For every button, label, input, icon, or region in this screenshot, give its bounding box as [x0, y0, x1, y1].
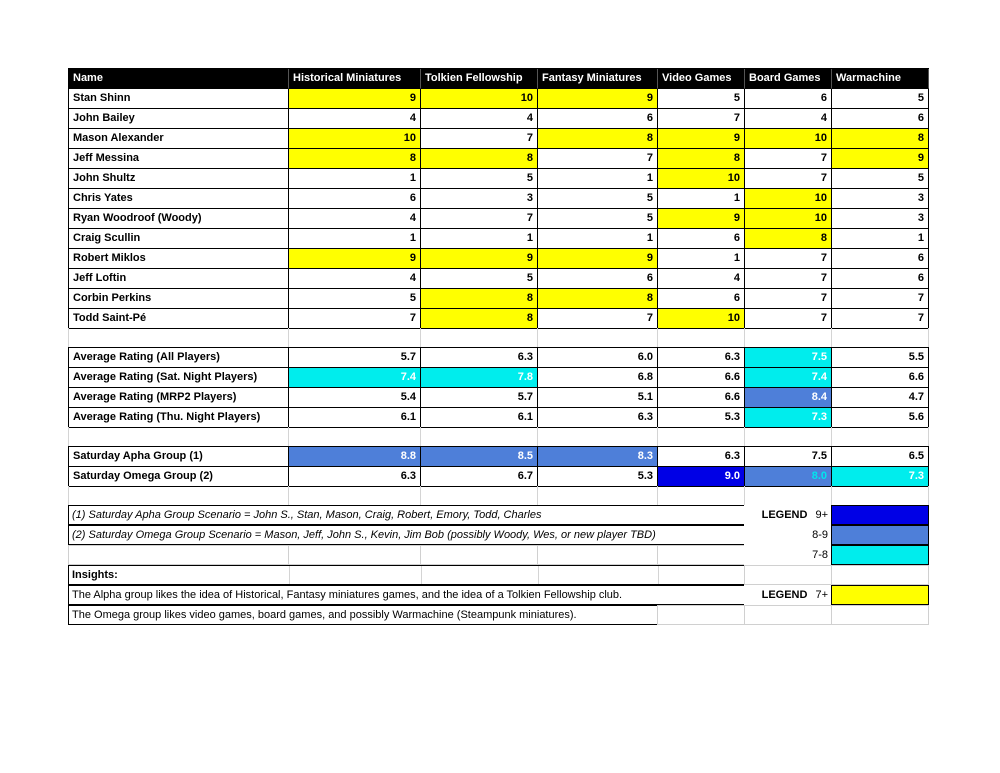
rating-cell: 4: [421, 109, 538, 129]
group-value-cell: 8.8: [289, 447, 421, 467]
column-header: Name: [69, 69, 289, 89]
empty-cell: [831, 605, 929, 625]
column-header: Video Games: [658, 69, 745, 89]
player-name-cell: Robert Miklos: [69, 249, 289, 269]
group-value-cell: 6.3: [658, 447, 745, 467]
rating-cell: 7: [289, 309, 421, 329]
rating-cell: 7: [745, 249, 832, 269]
group-value-cell: 9.0: [658, 467, 745, 487]
rating-cell: 6: [832, 249, 929, 269]
rating-cell: 10: [289, 129, 421, 149]
rating-cell: 9: [538, 89, 658, 109]
rating-cell: 8: [538, 129, 658, 149]
player-name-cell: Mason Alexander: [69, 129, 289, 149]
rating-cell: 5: [832, 89, 929, 109]
groups-table: [68, 446, 929, 487]
rating-cell: 5: [832, 169, 929, 189]
rating-cell: 8: [832, 129, 929, 149]
column-header: Tolkien Fellowship: [421, 69, 538, 89]
rating-cell: 7: [745, 149, 832, 169]
group-value-cell: 7.3: [832, 467, 929, 487]
average-value-cell: 5.7: [289, 348, 421, 368]
rating-cell: 7: [538, 309, 658, 329]
group-value-cell: 7.5: [745, 447, 832, 467]
rating-cell: 6: [832, 269, 929, 289]
group-value-cell: 8.3: [538, 447, 658, 467]
rating-cell: 4: [289, 209, 421, 229]
legend-title: LEGEND: [761, 509, 808, 521]
player-name-cell: Jeff Loftin: [69, 269, 289, 289]
player-name-cell: Craig Scullin: [69, 229, 289, 249]
footnote-alpha: (1) Saturday Apha Group Scenario = John S., Stan, Mason, Craig, Robert, Emory, Todd, Charles: [68, 505, 745, 525]
rating-cell: 9: [421, 249, 538, 269]
rating-cell: 8: [658, 149, 745, 169]
rating-cell: 4: [745, 109, 832, 129]
average-value-cell: 7.4: [289, 368, 421, 388]
average-value-cell: 7.8: [421, 368, 538, 388]
rating-cell: 6: [658, 229, 745, 249]
rating-cell: 10: [745, 189, 832, 209]
rating-cell: 3: [832, 209, 929, 229]
average-value-cell: 7.4: [745, 368, 832, 388]
grid-gap-strip: [68, 328, 929, 347]
averages-table: [68, 347, 929, 428]
empty-cell: [657, 605, 745, 625]
column-header: Board Games: [745, 69, 832, 89]
rating-cell: 7: [745, 169, 832, 189]
legend-range-7plus: 7+: [815, 589, 828, 601]
average-label-cell: Average Rating (All Players): [69, 348, 289, 368]
rating-cell: 1: [538, 169, 658, 189]
rating-cell: 6: [538, 109, 658, 129]
rating-cell: 7: [538, 149, 658, 169]
legend-row-7to8: [0, 545, 1000, 565]
average-value-cell: 5.6: [832, 408, 929, 428]
rating-cell: 7: [658, 109, 745, 129]
average-value-cell: 6.3: [421, 348, 538, 368]
rating-cell: 6: [538, 269, 658, 289]
average-value-cell: 6.6: [832, 368, 929, 388]
rating-cell: 5: [538, 189, 658, 209]
player-name-cell: John Shultz: [69, 169, 289, 189]
insights-title: Insights:: [68, 565, 745, 585]
average-value-cell: 6.0: [538, 348, 658, 368]
rating-cell: 10: [745, 129, 832, 149]
rating-cell: 1: [658, 189, 745, 209]
legend-range-8to9: 8-9: [812, 529, 828, 541]
rating-cell: 6: [658, 289, 745, 309]
player-name-cell: John Bailey: [69, 109, 289, 129]
rating-cell: 1: [538, 229, 658, 249]
legend-label-7to8: [744, 545, 832, 565]
average-value-cell: 4.7: [832, 388, 929, 408]
grid-gap-strip: [68, 486, 929, 505]
legend-label-9plus: [744, 505, 832, 525]
average-value-cell: 6.8: [538, 368, 658, 388]
empty-cell: [744, 605, 832, 625]
average-value-cell: 6.3: [538, 408, 658, 428]
empty-cell: [537, 545, 658, 565]
group-label-cell: Saturday Omega Group (2): [69, 467, 289, 487]
rating-cell: 6: [289, 189, 421, 209]
average-label-cell: Average Rating (MRP2 Players): [69, 388, 289, 408]
rating-cell: 8: [421, 309, 538, 329]
group-label-cell: Saturday Apha Group (1): [69, 447, 289, 467]
rating-cell: 7: [745, 289, 832, 309]
footnote-omega: (2) Saturday Omega Group Scenario = Mason, Jeff, John S., Kevin, Jim Bob (possibly Woody, Wes, or new player TBD): [68, 525, 745, 545]
legend-swatch-8to9: [831, 525, 929, 545]
average-value-cell: 8.4: [745, 388, 832, 408]
average-value-cell: 5.5: [832, 348, 929, 368]
rating-cell: 9: [658, 209, 745, 229]
legend-swatch-7to8: [831, 545, 929, 565]
average-value-cell: 6.1: [421, 408, 538, 428]
players-table: [68, 68, 929, 329]
group-value-cell: 6.3: [289, 467, 421, 487]
rating-cell: 8: [745, 229, 832, 249]
rating-cell: 5: [289, 289, 421, 309]
group-value-cell: 5.3: [538, 467, 658, 487]
rating-cell: 6: [832, 109, 929, 129]
legend-title: LEGEND: [761, 589, 808, 601]
rating-cell: 5: [421, 269, 538, 289]
rating-cell: 5: [421, 169, 538, 189]
empty-cell: [288, 545, 421, 565]
player-name-cell: Ryan Woodroof (Woody): [69, 209, 289, 229]
group-value-cell: 6.7: [421, 467, 538, 487]
insight-omega: The Omega group likes video games, board games, and possibly Warmachine (Steampunk miniatures).: [68, 605, 658, 625]
footnote-row-alpha: [0, 505, 1000, 525]
average-value-cell: 6.6: [658, 388, 745, 408]
rating-cell: 4: [289, 109, 421, 129]
player-name-cell: Jeff Messina: [69, 149, 289, 169]
empty-cell: [657, 545, 745, 565]
rating-cell: 4: [658, 269, 745, 289]
empty-cell: [420, 545, 538, 565]
rating-cell: 4: [289, 269, 421, 289]
player-name-cell: Todd Saint-Pé: [69, 309, 289, 329]
average-value-cell: 6.6: [658, 368, 745, 388]
rating-cell: 9: [538, 249, 658, 269]
legend-label-8to9: [744, 525, 832, 545]
legend-range-7to8: 7-8: [812, 549, 828, 561]
rating-cell: 1: [658, 249, 745, 269]
rating-cell: 6: [745, 89, 832, 109]
player-name-cell: Stan Shinn: [69, 89, 289, 109]
rating-cell: 10: [658, 309, 745, 329]
insight-alpha: The Alpha group likes the idea of Historical, Fantasy miniatures games, and the idea of a Tolkien Fellowship club.: [68, 585, 745, 605]
rating-cell: 7: [832, 289, 929, 309]
insight-row-omega: [0, 605, 1000, 625]
rating-cell: 8: [538, 289, 658, 309]
average-value-cell: 7.3: [745, 408, 832, 428]
group-value-cell: 6.5: [832, 447, 929, 467]
average-value-cell: 5.1: [538, 388, 658, 408]
player-name-cell: Corbin Perkins: [69, 289, 289, 309]
average-value-cell: 5.4: [289, 388, 421, 408]
rating-cell: 1: [289, 229, 421, 249]
rating-cell: 7: [745, 309, 832, 329]
empty-cell: [831, 565, 929, 585]
column-header: Historical Miniatures: [289, 69, 421, 89]
rating-cell: 1: [421, 229, 538, 249]
rating-cell: 5: [538, 209, 658, 229]
rating-cell: 8: [421, 149, 538, 169]
average-value-cell: 7.5: [745, 348, 832, 368]
group-value-cell: 8.5: [421, 447, 538, 467]
player-name-cell: Chris Yates: [69, 189, 289, 209]
rating-cell: 8: [421, 289, 538, 309]
empty-cell: [744, 565, 832, 585]
empty-cell: [68, 545, 289, 565]
rating-cell: 10: [745, 209, 832, 229]
column-header: Warmachine: [832, 69, 929, 89]
rating-cell: 7: [745, 269, 832, 289]
legend-swatch-7plus: [831, 585, 929, 605]
rating-cell: 1: [832, 229, 929, 249]
rating-cell: 1: [289, 169, 421, 189]
rating-cell: 8: [289, 149, 421, 169]
legend-swatch-9plus: [831, 505, 929, 525]
rating-cell: 7: [421, 129, 538, 149]
rating-cell: 7: [421, 209, 538, 229]
average-value-cell: 5.7: [421, 388, 538, 408]
rating-cell: 7: [832, 309, 929, 329]
rating-cell: 9: [658, 129, 745, 149]
average-value-cell: 5.3: [658, 408, 745, 428]
rating-cell: 10: [421, 89, 538, 109]
average-label-cell: Average Rating (Sat. Night Players): [69, 368, 289, 388]
average-value-cell: 6.1: [289, 408, 421, 428]
rating-cell: 5: [658, 89, 745, 109]
footnote-row-omega: [0, 525, 1000, 545]
grid-gap-strip: [68, 427, 929, 446]
insights-title-row: [0, 565, 1000, 585]
average-label-cell: Average Rating (Thu. Night Players): [69, 408, 289, 428]
rating-cell: 9: [832, 149, 929, 169]
rating-cell: 10: [658, 169, 745, 189]
legend-range-9plus: 9+: [815, 509, 828, 521]
rating-cell: 9: [289, 249, 421, 269]
rating-cell: 3: [832, 189, 929, 209]
rating-cell: 9: [289, 89, 421, 109]
group-value-cell: 8.0: [745, 467, 832, 487]
average-value-cell: 6.3: [658, 348, 745, 368]
rating-cell: 3: [421, 189, 538, 209]
legend-label-7plus: [744, 585, 832, 605]
column-header: Fantasy Miniatures: [538, 69, 658, 89]
insight-row-alpha: [0, 585, 1000, 605]
